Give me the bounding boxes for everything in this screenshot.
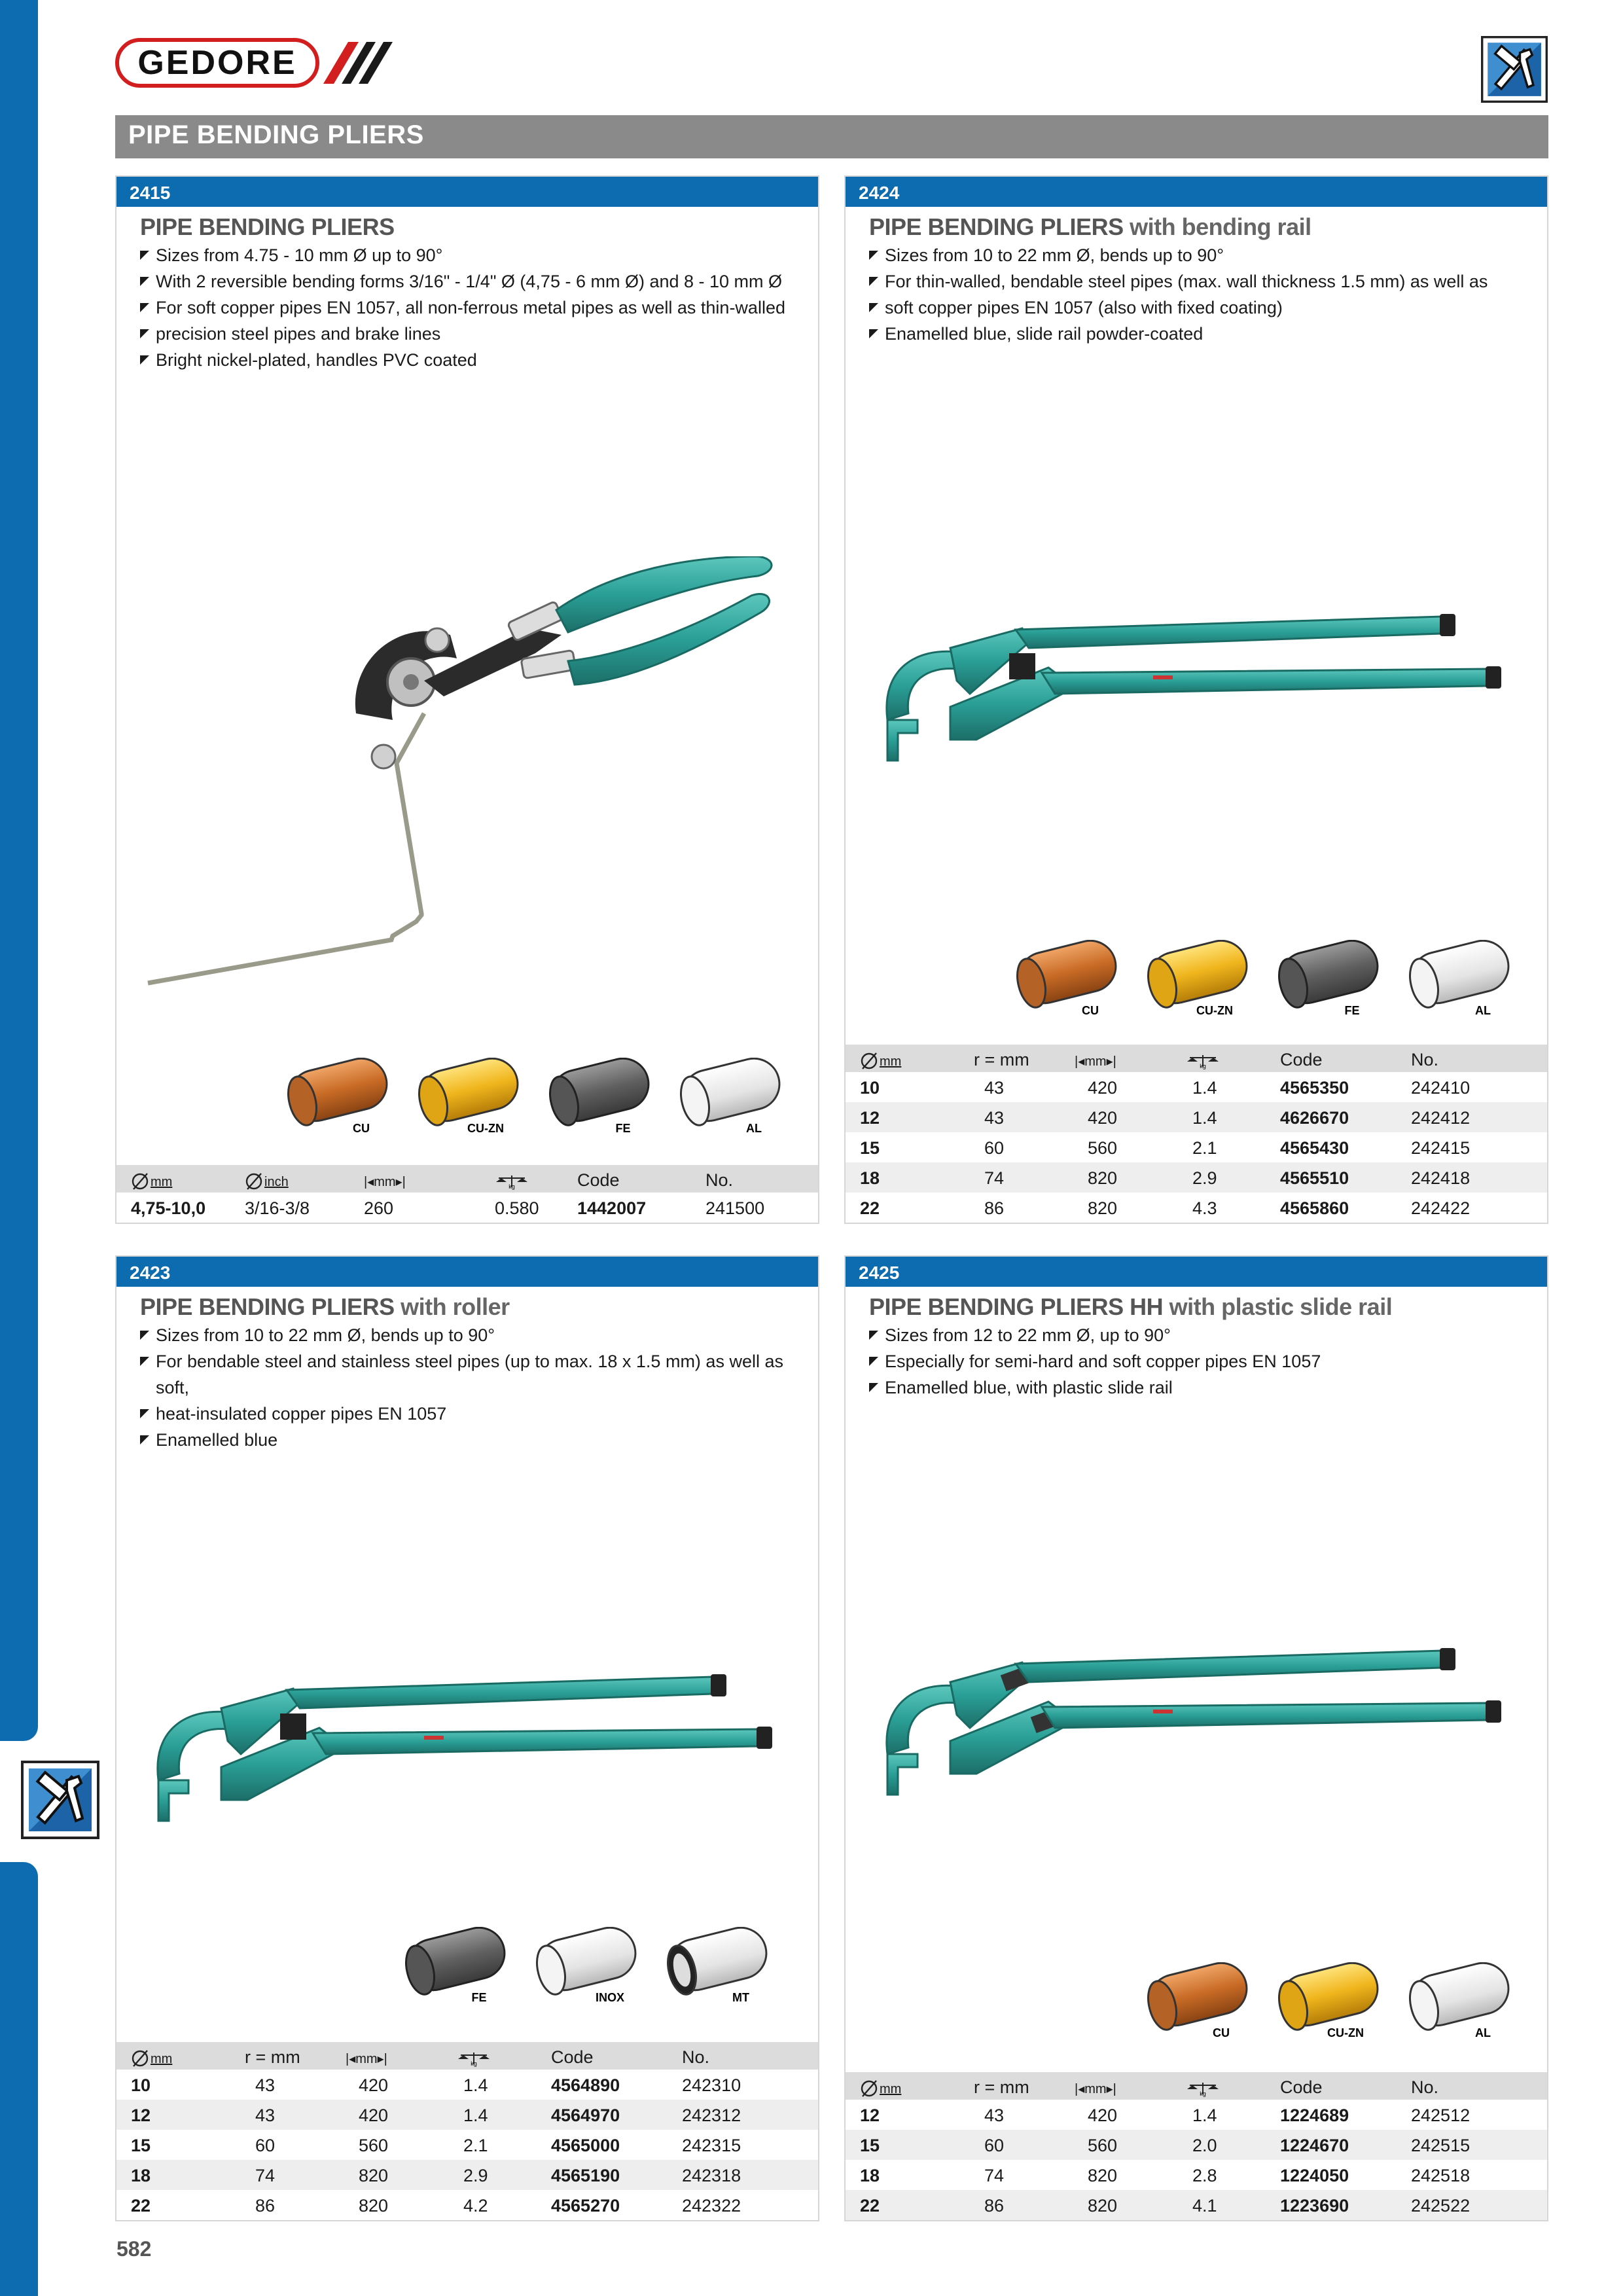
material-suitability-icons: [1140, 1962, 1559, 2041]
feature-item: Bright nickel-plated, handles PVC coated: [140, 347, 785, 373]
product-panel-2424: [844, 175, 1548, 1224]
hammer-wrench-category-icon: [21, 1761, 99, 1839]
aluminium-pipe-icon: [676, 1058, 785, 1135]
table-row: 12 43 420 1.4 1224689 242512: [860, 2106, 1471, 2125]
table-row: 15 60 560 2.0 1224670 242515: [846, 2130, 1547, 2160]
svg-text:AL: AL: [1475, 1004, 1491, 1017]
brass-pipe-icon: [1143, 940, 1252, 1017]
feature-list: [869, 242, 1488, 347]
table-row: 12 43 420 1.4 4626670 242412: [846, 1102, 1547, 1132]
product-title: PIPE BENDING PLIERS with roller: [140, 1293, 510, 1320]
table-row: 12 43 420 1.4 4564970 242312: [116, 2100, 818, 2130]
pipe-bending-pliers-hh-image: [878, 1623, 1533, 1846]
svg-text:CU-ZN: CU-ZN: [1327, 2026, 1364, 2039]
spec-table-header: [846, 1045, 1547, 1072]
table-row: 18 74 820 2.9 4565190 242318: [116, 2160, 818, 2190]
code-column-header: Code: [1280, 1050, 1323, 1069]
feature-item: For bendable steel and stainless steel pipes (up to max. 18 x 1.5 mm) as well as soft,: [140, 1348, 818, 1401]
table-row: [116, 1193, 818, 1223]
feature-item: Enamelled blue, with plastic slide rail: [869, 1374, 1321, 1401]
table-row: 10 43 420 1.4 4564890 242310: [131, 2075, 741, 2095]
feature-item: With 2 reversible bending forms 3/16" - 1/4" Ø (4,75 - 6 mm Ø) and 8 - 10 mm Ø: [140, 268, 785, 295]
svg-text:kg: kg: [1200, 1062, 1206, 1069]
product-panel-2423: [115, 1255, 819, 2221]
product-number: 2425: [859, 1263, 900, 1283]
spec-table: [116, 1165, 818, 1223]
multilayer-pipe-icon: [663, 1927, 772, 2004]
weight-column-header: [1186, 1050, 1220, 1070]
svg-text:kg: kg: [508, 1183, 515, 1190]
table-row: 22 86 820 4.3 4565860 242422: [860, 1198, 1471, 1218]
table-row: 22 86 820 4.2 4565270 242322: [131, 2196, 741, 2215]
number-column-header: No.: [1411, 1050, 1439, 1069]
product-panel-2415: [115, 175, 819, 1224]
cell-length: 260: [364, 1198, 394, 1218]
weight-column-header: [1186, 2077, 1220, 2098]
product-number: 2424: [859, 183, 900, 203]
diameter-icon: [245, 1172, 264, 1191]
feature-item-continued: precision steel pipes and brake lines: [140, 321, 785, 347]
feature-list: [140, 1322, 818, 1453]
cell-number: 241500: [705, 1198, 765, 1218]
feature-item: Sizes from 10 to 22 mm Ø, bends up to 90°: [140, 1322, 818, 1348]
radius-column-header: r = mm: [245, 2047, 300, 2067]
svg-text:AL: AL: [746, 1122, 762, 1135]
scale-icon: [1186, 2080, 1220, 2097]
scale-icon: [457, 2050, 491, 2067]
feature-list: [140, 242, 785, 373]
pipe-bending-pliers-with-rail-image: [878, 589, 1533, 812]
diameter-column-header: mm: [131, 2047, 172, 2068]
svg-text:FE: FE: [471, 1991, 487, 2004]
table-row: 18 74 820 2.8 1224050 242518: [860, 2166, 1471, 2185]
product-title: PIPE BENDING PLIERS HH with plastic slide rail: [869, 1293, 1393, 1320]
feature-item: Enamelled blue, slide rail powder-coated: [869, 321, 1488, 347]
brass-pipe-icon: [414, 1058, 523, 1135]
diameter-icon: [131, 1172, 151, 1191]
feature-item: Especially for semi-hard and soft copper pipes EN 1057: [869, 1348, 1321, 1374]
svg-text:AL: AL: [1475, 2026, 1491, 2039]
diameter-column-header: mm: [860, 1050, 901, 1070]
feature-item: Sizes from 12 to 22 mm Ø, up to 90°: [869, 1322, 1321, 1348]
copper-pipe-icon: [1012, 940, 1121, 1017]
product-number: 2423: [130, 1263, 171, 1283]
feature-item: Sizes from 4.75 - 10 mm Ø up to 90°: [140, 242, 785, 268]
length-column-header: |◂mm▸|: [346, 2052, 387, 2066]
spec-table-header: [846, 2072, 1547, 2100]
code-column-header: Code: [551, 2047, 594, 2067]
cell-weight: 0.580: [495, 1198, 539, 1218]
copper-pipe-icon: [283, 1058, 392, 1135]
code-column-header: Code: [1280, 2077, 1323, 2097]
product-title: PIPE BENDING PLIERS with bending rail: [869, 213, 1311, 240]
code-column-header: Code: [577, 1170, 620, 1190]
svg-text:MT: MT: [732, 1991, 749, 2004]
diameter-column-header: mm: [860, 2077, 901, 2098]
svg-text:CU-ZN: CU-ZN: [1196, 1004, 1233, 1017]
feature-item: For soft copper pipes EN 1057, all non-ferrous metal pipes as well as thin-walled: [140, 295, 785, 321]
radius-column-header: r = mm: [974, 2077, 1029, 2097]
diameter-icon: [131, 2049, 151, 2068]
scale-icon: [1186, 1052, 1220, 1069]
table-row: 15 60 560 2.1 4565000 242315: [131, 2136, 741, 2155]
cell-inch: 3/16-3/8: [245, 1198, 310, 1218]
product-number: 2415: [130, 183, 171, 203]
table-row: 18 74 820 2.9 4565510 242418: [846, 1162, 1547, 1193]
material-suitability-icons: [1009, 940, 1552, 1018]
aluminium-pipe-icon: [1405, 940, 1514, 1017]
svg-text:INOX: INOX: [595, 1991, 625, 2004]
number-column-header: No.: [705, 1170, 734, 1190]
product-number-bar: [846, 177, 1547, 207]
steel-pipe-icon: [1274, 940, 1383, 1017]
material-suitability-icons: [398, 1927, 817, 2005]
diameter-icon: [860, 2079, 880, 2098]
stainless-steel-pipe-icon: [532, 1927, 641, 2004]
length-column-header: |◂mm▸|: [364, 1175, 406, 1189]
number-column-header: No.: [1411, 2077, 1439, 2097]
brass-pipe-icon: [1274, 1962, 1383, 2039]
page-title: PIPE BENDING PLIERS: [128, 120, 424, 149]
feature-item-continued: heat-insulated copper pipes EN 1057: [140, 1401, 818, 1427]
feature-item: Enamelled blue: [140, 1427, 818, 1453]
table-row: 22 86 820 4.1 1223690 242522: [846, 2190, 1547, 2220]
gedore-logo: GEDORE: [115, 38, 319, 88]
svg-text:CU: CU: [353, 1122, 370, 1135]
page-number: 582: [116, 2237, 152, 2261]
length-column-header: |◂mm▸|: [1075, 1054, 1116, 1069]
spec-table: [116, 2042, 818, 2220]
table-row: 15 60 560 2.1 4565430 242415: [860, 1138, 1471, 1158]
material-suitability-icons: [280, 1058, 823, 1136]
svg-text:CU: CU: [1082, 1004, 1099, 1017]
pipe-bending-pliers-image: [143, 556, 797, 1028]
svg-text:kg: kg: [471, 2060, 477, 2067]
scale-icon: [495, 1173, 529, 1190]
product-title: PIPE BENDING PLIERS: [140, 213, 395, 240]
feature-list: [869, 1322, 1321, 1401]
weight-column-header: [457, 2047, 491, 2068]
feature-item: Sizes from 10 to 22 mm Ø, bends up to 90°: [869, 242, 1488, 268]
table-row: 10 43 420 1.4 4565350 242410: [860, 1078, 1471, 1098]
steel-pipe-icon: [545, 1058, 654, 1135]
svg-text:FE: FE: [615, 1122, 631, 1135]
inch-column-header: inch: [245, 1170, 289, 1191]
hammer-wrench-category-icon: [1481, 36, 1548, 103]
number-column-header: No.: [682, 2047, 710, 2067]
cell-diameter: 4,75-10,0: [131, 1198, 206, 1218]
product-number-bar: [116, 1257, 818, 1287]
feature-item-continued: soft copper pipes EN 1057 (also with fixed coating): [869, 295, 1488, 321]
pipe-bending-pliers-with-roller-image: [149, 1649, 804, 1859]
steel-pipe-icon: [401, 1927, 510, 2004]
feature-item: For thin-walled, bendable steel pipes (max. wall thickness 1.5 mm) as well as: [869, 268, 1488, 295]
aluminium-pipe-icon: [1405, 1962, 1514, 2039]
left-accent-bar-lower: [0, 1862, 38, 2296]
svg-text:CU-ZN: CU-ZN: [467, 1122, 504, 1135]
product-number-bar: [116, 177, 818, 207]
svg-text:CU: CU: [1213, 2026, 1230, 2039]
spec-table: [846, 2072, 1547, 2220]
cell-code: 1442007: [577, 1198, 647, 1218]
copper-pipe-icon: [1143, 1962, 1252, 2039]
weight-column-header: [495, 1170, 529, 1191]
diameter-icon: [860, 1052, 880, 1070]
page-title-band: [115, 115, 1548, 158]
svg-text:kg: kg: [1200, 2090, 1206, 2097]
svg-text:FE: FE: [1344, 1004, 1360, 1017]
radius-column-header: r = mm: [974, 1050, 1029, 1069]
left-accent-bar: [0, 0, 38, 1741]
spec-table-header: [116, 2042, 818, 2070]
diameter-column-header: mm: [131, 1170, 172, 1191]
product-number-bar: [846, 1257, 1547, 1287]
spec-table-header: [116, 1165, 818, 1193]
length-column-header: |◂mm▸|: [1075, 2082, 1116, 2096]
product-panel-2425: [844, 1255, 1548, 2221]
spec-table: [846, 1045, 1547, 1223]
